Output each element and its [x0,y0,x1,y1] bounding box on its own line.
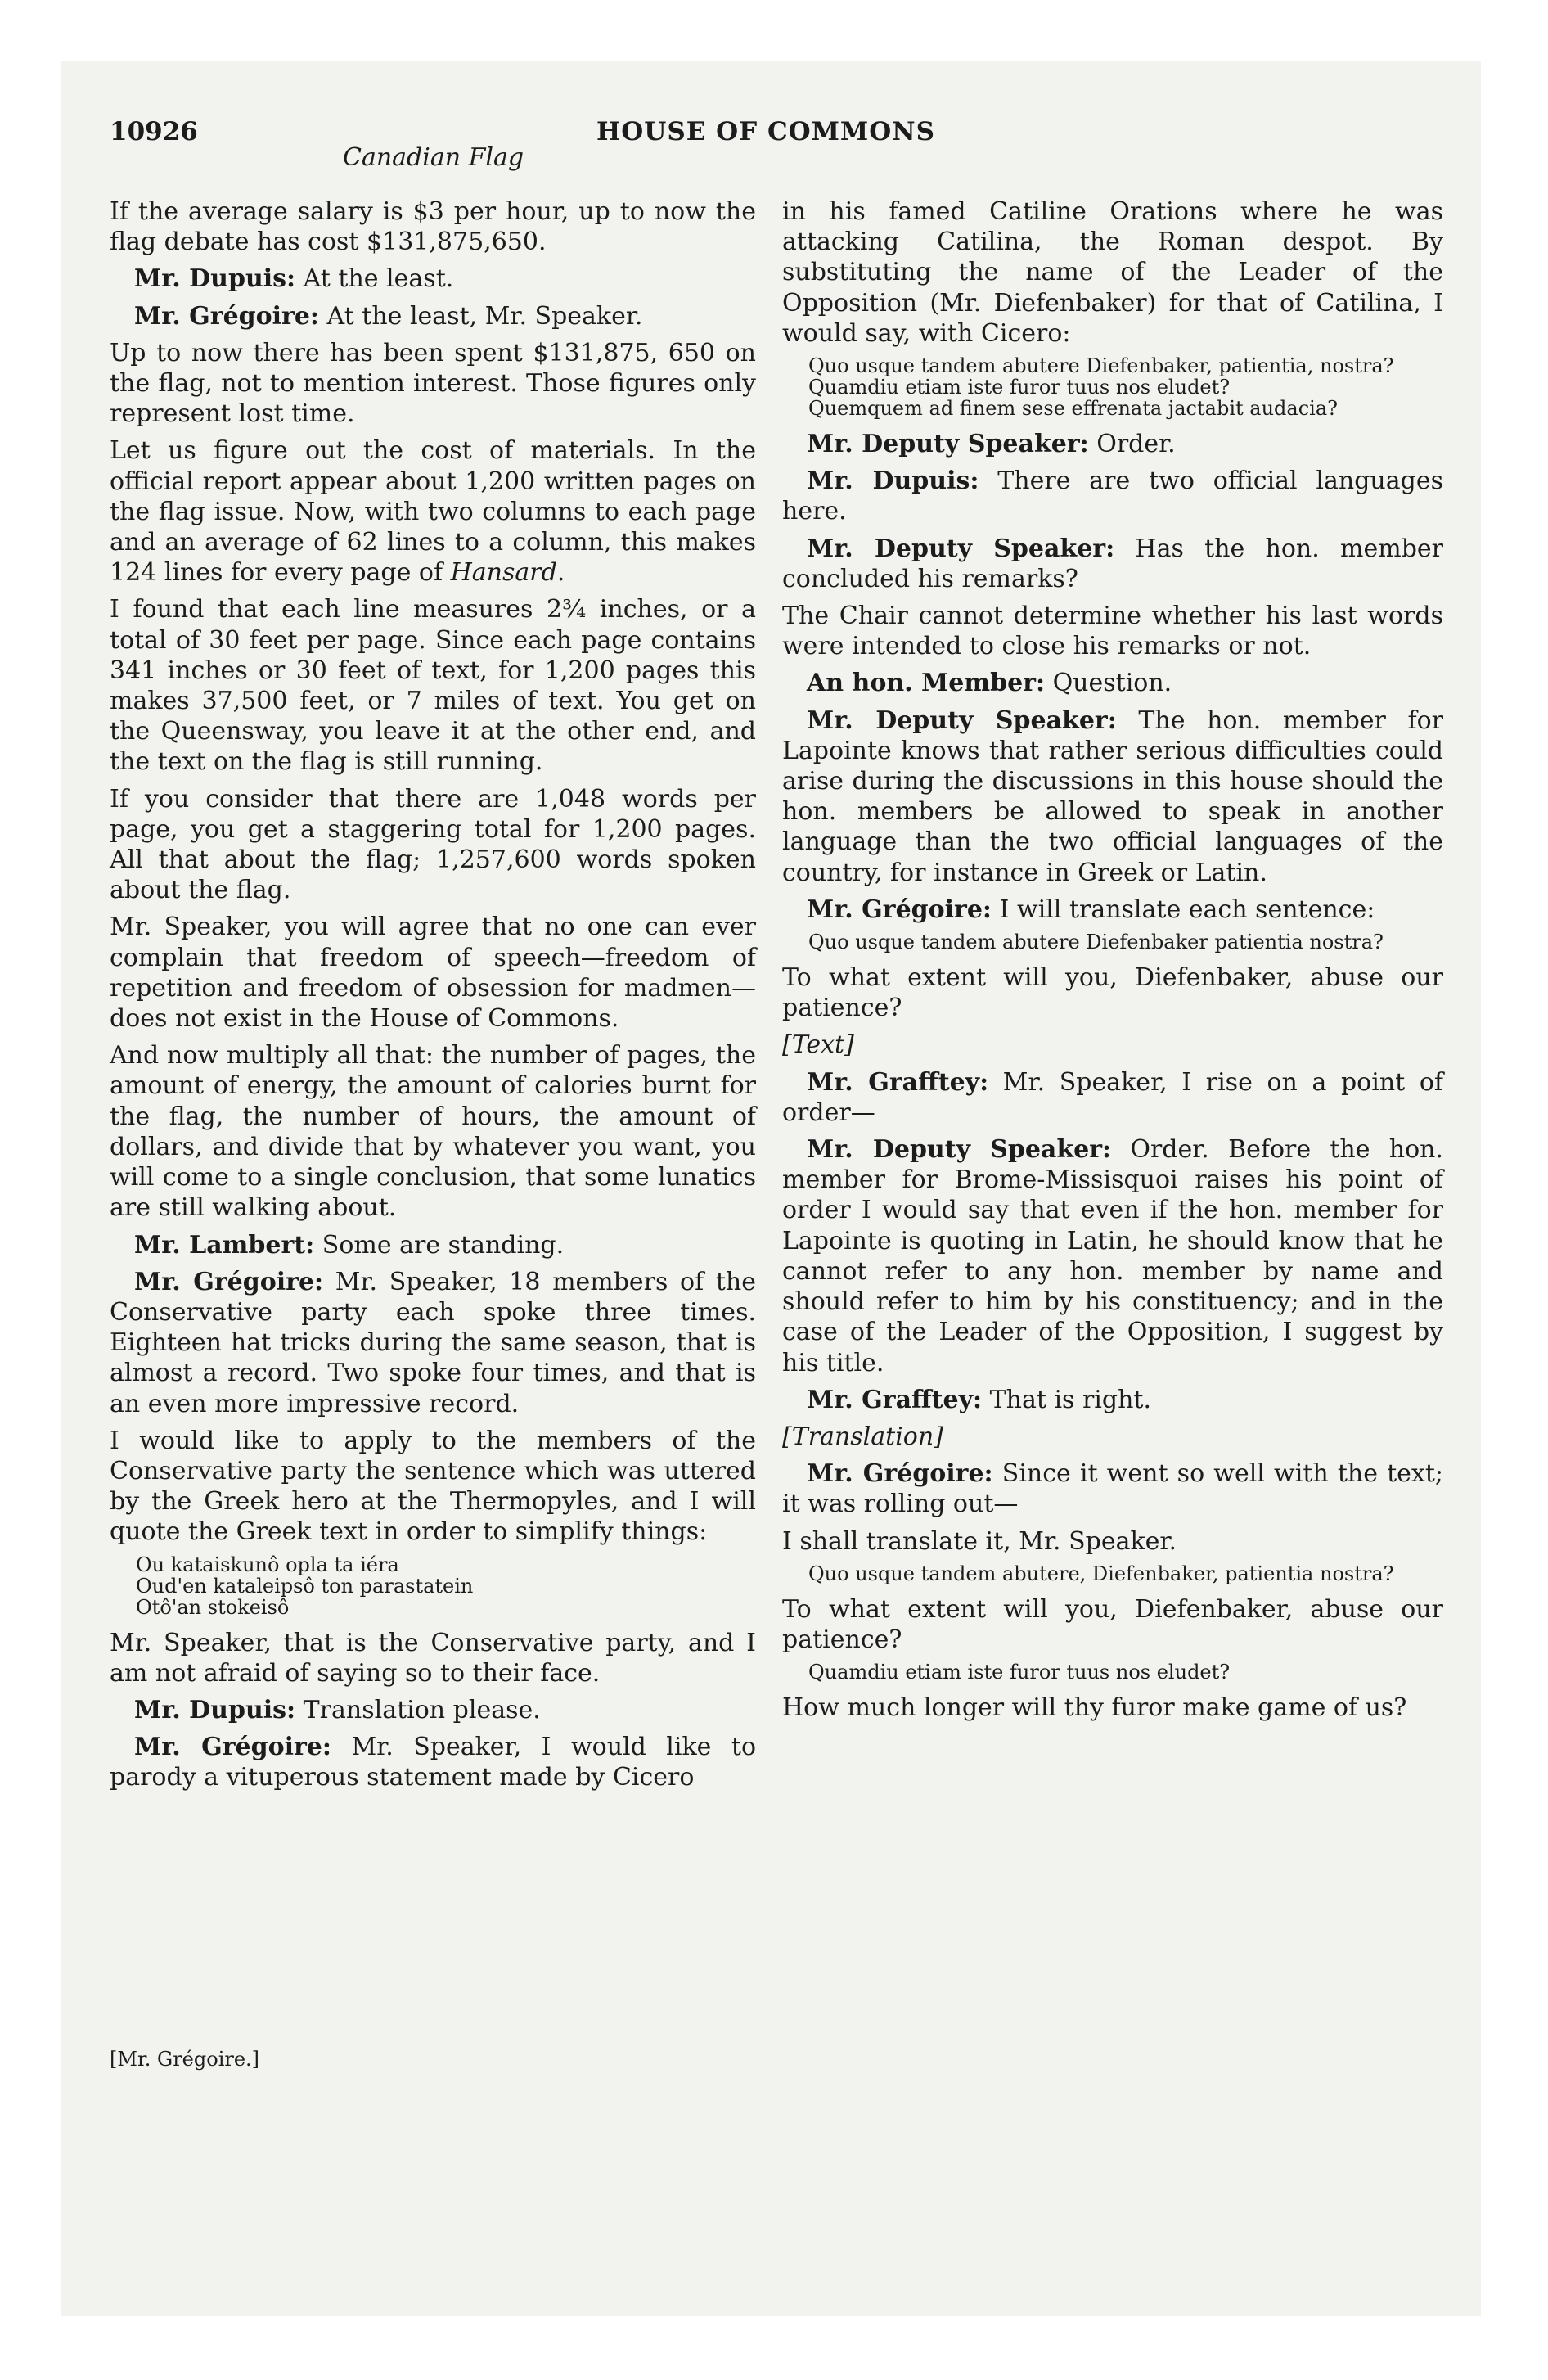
paragraph: Up to now there has been spent $131,875, 650 on the flag, not to mention interest. Those figures only represent lost time. [110,338,756,429]
quote-line: Otô'an stokeisô [136,1595,290,1619]
speech-text: At the least, Mr. Speaker. [319,301,643,331]
speaker-name: Mr. Grégoire: [134,1733,331,1762]
speech [782,668,1443,698]
speaker-name: Mr. Grégoire: [807,1459,993,1489]
speaker-name: Mr. Lambert: [134,1230,315,1260]
hansard-title: Hansard [450,558,557,588]
speaker-name: Mr. Deputy Speaker: [807,1135,1112,1165]
speaker-name: Mr. Dupuis: [807,467,979,496]
speech [782,1067,1443,1128]
speech [782,534,1443,594]
quote-line: Ou kataiskunô opla ta iéra [136,1553,399,1576]
speaker-name: An hon. Member: [807,669,1046,698]
speech-text: Order. Before the hon. member for Brome-Missisquoi raises his point of order I would say that even if the hon. member for Lapointe is quoting in Latin, he should know that he cannot refer to any hon. member by name and should refer to him by his constituency; and in the case of the Leader of the Opposition, I suggest by his title. [782,1135,1443,1377]
quote-line: Quo usque tandem abutere Diefenbaker, patientia, nostra? [808,354,1394,378]
speaker-name: Mr. Grafftey: [807,1067,989,1097]
paragraph: in his famed Catiline Orations where he was attacking Catilina, the Roman despot. By substituting the name of the Leader of the Opposition (Mr. Diefenbaker) for that of Catilina, I would say, with Cicero: [782,197,1443,348]
speech-text: Order. [1088,430,1176,459]
speech-text: I will translate each sentence: [992,895,1375,924]
paragraph-text: . [556,558,565,588]
speech [110,301,756,331]
speech-text: Some are standing. [314,1230,565,1260]
speech [110,1695,756,1725]
speech-text: Has the hon. member concluded his remarks? [782,534,1443,593]
speaker-name: Mr. Dupuis: [134,1695,296,1724]
paragraph [110,435,756,588]
running-head [110,117,1337,153]
latin-quotation [808,931,1443,953]
speaker-name: Mr. Grégoire: [134,301,320,331]
speaker-name: Mr. Grégoire: [807,895,992,924]
language-marker: [Text] [782,1030,854,1060]
latin-quotation [808,355,1443,419]
paragraph: I found that each line measures 2¾ inches, or a total of 30 feet per page. Since each page contains 341 inches or 30 feet of text, for 1,200 pages this makes 37,500 feet, or 7 miles of text. You get on the Queensway, you leave it at the other end, and the text on the flag is still running. [110,595,756,777]
speech [782,1458,1443,1519]
speech [782,1385,1443,1415]
speech-text: That is right. [982,1385,1152,1414]
page-subject: Canadian Flag [343,143,524,172]
speech-text: Translation please. [295,1695,541,1724]
speech-text: The hon. member for Lapointe knows that rather serious difficulties could arise during the discussions in this house should the hon. members be allowed to speak in another language than the two official languages of the country, for instance in Greek or Latin. [782,705,1443,887]
speaker-name: Mr. Grafftey: [807,1385,983,1414]
speech-text: Since it went so well with the text; it was rolling out— [782,1459,1443,1519]
quote-line: Oud'en kataleipsô ton parastatein [136,1574,474,1598]
paragraph: Mr. Speaker, that is the Conservative party, and I am not afraid of saying so to their face. [110,1628,756,1688]
speech [110,264,756,294]
quote-line: Quo usque tandem abutere, Diefenbaker, patientia nostra? [808,1562,1394,1585]
speaker-name: Mr. Deputy Speaker: [807,430,1089,459]
speech [110,1267,756,1419]
paragraph: Mr. Speaker, you will agree that no one can ever complain that freedom of speech—freedom of repetition and freedom of obsession for madmen—does not exist in the House of Commons. [110,913,756,1034]
paragraph-text: Let us figure out the cost of materials. In the official report appear about 1,200 written pages on the flag issue. Now, with two columns to each page and an average of 62 lines to a column, this makes 124 lines for every page of [110,436,756,588]
paragraph: To what extent will you, Diefenbaker, abuse our patience? [782,963,1443,1023]
speech-text: At the least. [295,264,454,294]
speech-text: Question. [1045,669,1172,698]
paragraph: I shall translate it, Mr. Speaker. [782,1526,1177,1556]
speaker-name: Mr. Deputy Speaker: [807,705,1117,735]
greek-quotation [136,1554,756,1618]
speech-text: Mr. Speaker, I would like to parody a vituperous statement made by Cicero [110,1733,757,1792]
speech-text: Mr. Speaker, I rise on a point of order— [782,1067,1443,1127]
latin-quotation [808,1661,1443,1683]
speech [782,466,1443,526]
paragraph: The Chair cannot determine whether his last words were intended to close his remarks or not. [782,602,1443,661]
page-number: 10926 [110,117,198,146]
speech [110,1732,756,1792]
paragraph: How much longer will thy furor make game of us? [782,1693,1407,1723]
quote-line: Quemquem ad finem sese effrenata jactabit audacia? [808,397,1338,421]
paragraph: I would like to apply to the members of the Conservative party the sentence which was uttered by the Greek hero at the Thermopyles, and I will quote the Greek text in order to simplify things: [110,1426,756,1547]
chamber-title: HOUSE OF COMMONS [596,117,935,146]
right-column [782,196,1443,1729]
quote-line: Quamdiu etiam iste furor tuus nos eludet? [808,1661,1231,1684]
speech [782,429,1443,459]
paragraph: To what extent will you, Diefenbaker, abuse our patience? [782,1594,1443,1654]
speech [782,1134,1443,1378]
speech [110,1230,756,1260]
speech [782,705,1443,888]
speaker-footer: [Mr. Grégoire.] [110,2048,260,2071]
speaker-name: Mr. Dupuis: [134,264,296,294]
left-column [110,196,756,1800]
paragraph: If the average salary is $3 per hour, up to now the flag debate has cost $131,875,650. [110,197,756,257]
latin-quotation [808,1563,1443,1584]
paragraph: And now multiply all that: the number of pages, the amount of energy, the amount of calories burnt for the flag, the number of hours, the amount of dollars, and divide that by whatever you want, you will come to a single conclusion, that some lunatics are still walking about. [110,1041,756,1223]
quote-line: Quo usque tandem abutere Diefenbaker patientia nostra? [808,931,1384,954]
language-marker: [Translation] [782,1422,943,1451]
speaker-name: Mr. Grégoire: [134,1267,324,1296]
speech-text: Mr. Speaker, 18 members of the Conservative party each spoke three times. Eighteen hat tricks during the same season, that is almost a record. Two spoke four times, and that is an even more impressive record. [110,1267,756,1418]
paragraph: If you consider that there are 1,048 words per page, you get a staggering total for 1,200 pages. All that about the flag; 1,257,600 words spoken about the flag. [110,784,756,905]
speech [782,895,1443,925]
quote-line: Quamdiu etiam iste furor tuus nos eludet? [808,376,1231,399]
speech-text: There are two official languages here. [782,467,1443,526]
speaker-name: Mr. Deputy Speaker: [807,534,1115,563]
